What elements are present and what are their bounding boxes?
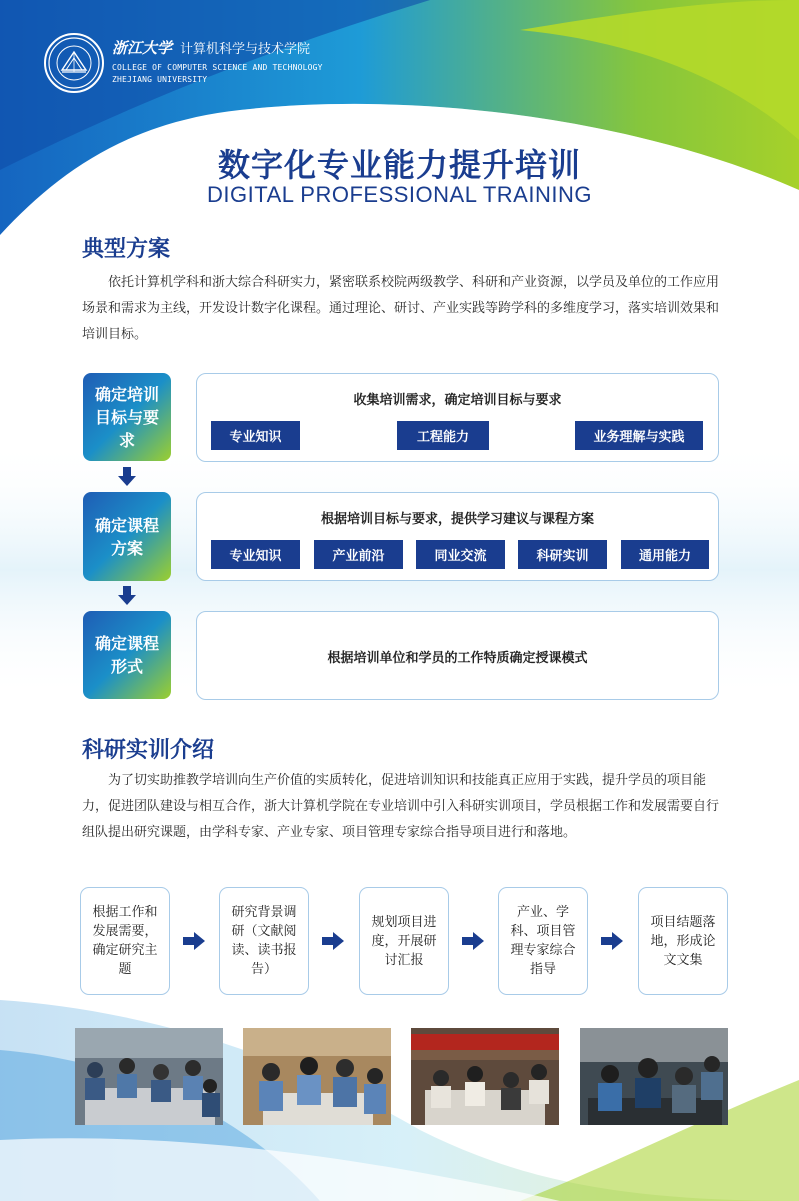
tag: 工程能力 [397, 421, 489, 450]
step-panel [196, 492, 719, 581]
right-arrow-icon [322, 932, 344, 950]
photo-group-discussion [243, 1028, 391, 1125]
panel-text: 根据培训单位和学员的工作特质确定授课模式 [327, 651, 588, 666]
university-english-name: ZHEJIANG UNIVERSITY [112, 75, 208, 84]
tag: 通用能力 [621, 540, 709, 569]
header-logo [44, 33, 323, 93]
page-subtitle: DIGITAL PROFESSIONAL TRAINING [207, 182, 592, 207]
flow-step: 规划项目进度，开展研讨汇报 [359, 887, 449, 995]
section-heading-research-training: 科研实训介绍 [82, 738, 215, 763]
section-paragraph-typical-plan: 依托计算机学科和浙大综合科研实力，紧密联系校院两级教学、科研和产业资源，以学员及单位的工作应用场景和需求为主线，开发设计数字化课程。通过理论、研讨、产业实践等跨学科的多维度学习，落实培训效果和培训目标。 [82, 275, 720, 342]
step-label: 确定课程方案 [83, 492, 171, 581]
panel-text: 收集培训需求，确定培训目标与要求 [353, 393, 562, 408]
step-label: 确定课程形式 [83, 611, 171, 699]
down-arrow-icon [118, 586, 136, 606]
panel-text: 根据培训目标与要求，提供学习建议与课程方案 [320, 512, 594, 527]
photo-training-meeting [411, 1028, 559, 1125]
right-arrow-icon [462, 932, 484, 950]
section-paragraph-research-training: 为了切实助推教学培训向生产价值的实质转化，促进培训知识和技能真正应用于实践，提升学员的项目能力，促进团队建设与相互合作，浙大计算机学院在专业培训中引入科研实训项目，学员根据工作和发展需要自行组队提出研究课题，由学科专家、产业专家、项目管理专家综合指导项目进行和落地。 [82, 773, 720, 840]
flow-step: 研究背景调研（文献阅读、读书报告） [219, 887, 309, 995]
flow-step: 项目结题落地，形成论文文集 [638, 887, 728, 995]
college-name: 计算机科学与技术学院 [180, 42, 311, 57]
tag: 业务理解与实践 [575, 421, 703, 450]
photo-project-team [580, 1028, 728, 1125]
tag: 科研实训 [518, 540, 607, 569]
section-heading-typical-plan: 典型方案 [82, 237, 171, 262]
flow-step: 根据工作和发展需要，确定研究主题 [80, 887, 170, 995]
step-label: 确定培训目标与要求 [83, 373, 171, 461]
tag: 专业知识 [211, 421, 300, 450]
right-arrow-icon [183, 932, 205, 950]
university-name: 浙江大学 [112, 39, 173, 57]
step-panel [196, 373, 719, 462]
tag: 产业前沿 [314, 540, 403, 569]
photo-classroom-session [75, 1028, 223, 1125]
right-arrow-icon [601, 932, 623, 950]
tag: 同业交流 [416, 540, 505, 569]
page-title: 数字化专业能力提升培训 [217, 146, 581, 184]
step-panel [196, 611, 719, 700]
flow-step: 产业、学科、项目管理专家综合指导 [498, 887, 588, 995]
college-english-name: COLLEGE OF COMPUTER SCIENCE AND TECHNOLOGY [112, 63, 323, 72]
tag: 专业知识 [211, 540, 300, 569]
down-arrow-icon [118, 467, 136, 487]
university-seal-icon [44, 33, 104, 93]
